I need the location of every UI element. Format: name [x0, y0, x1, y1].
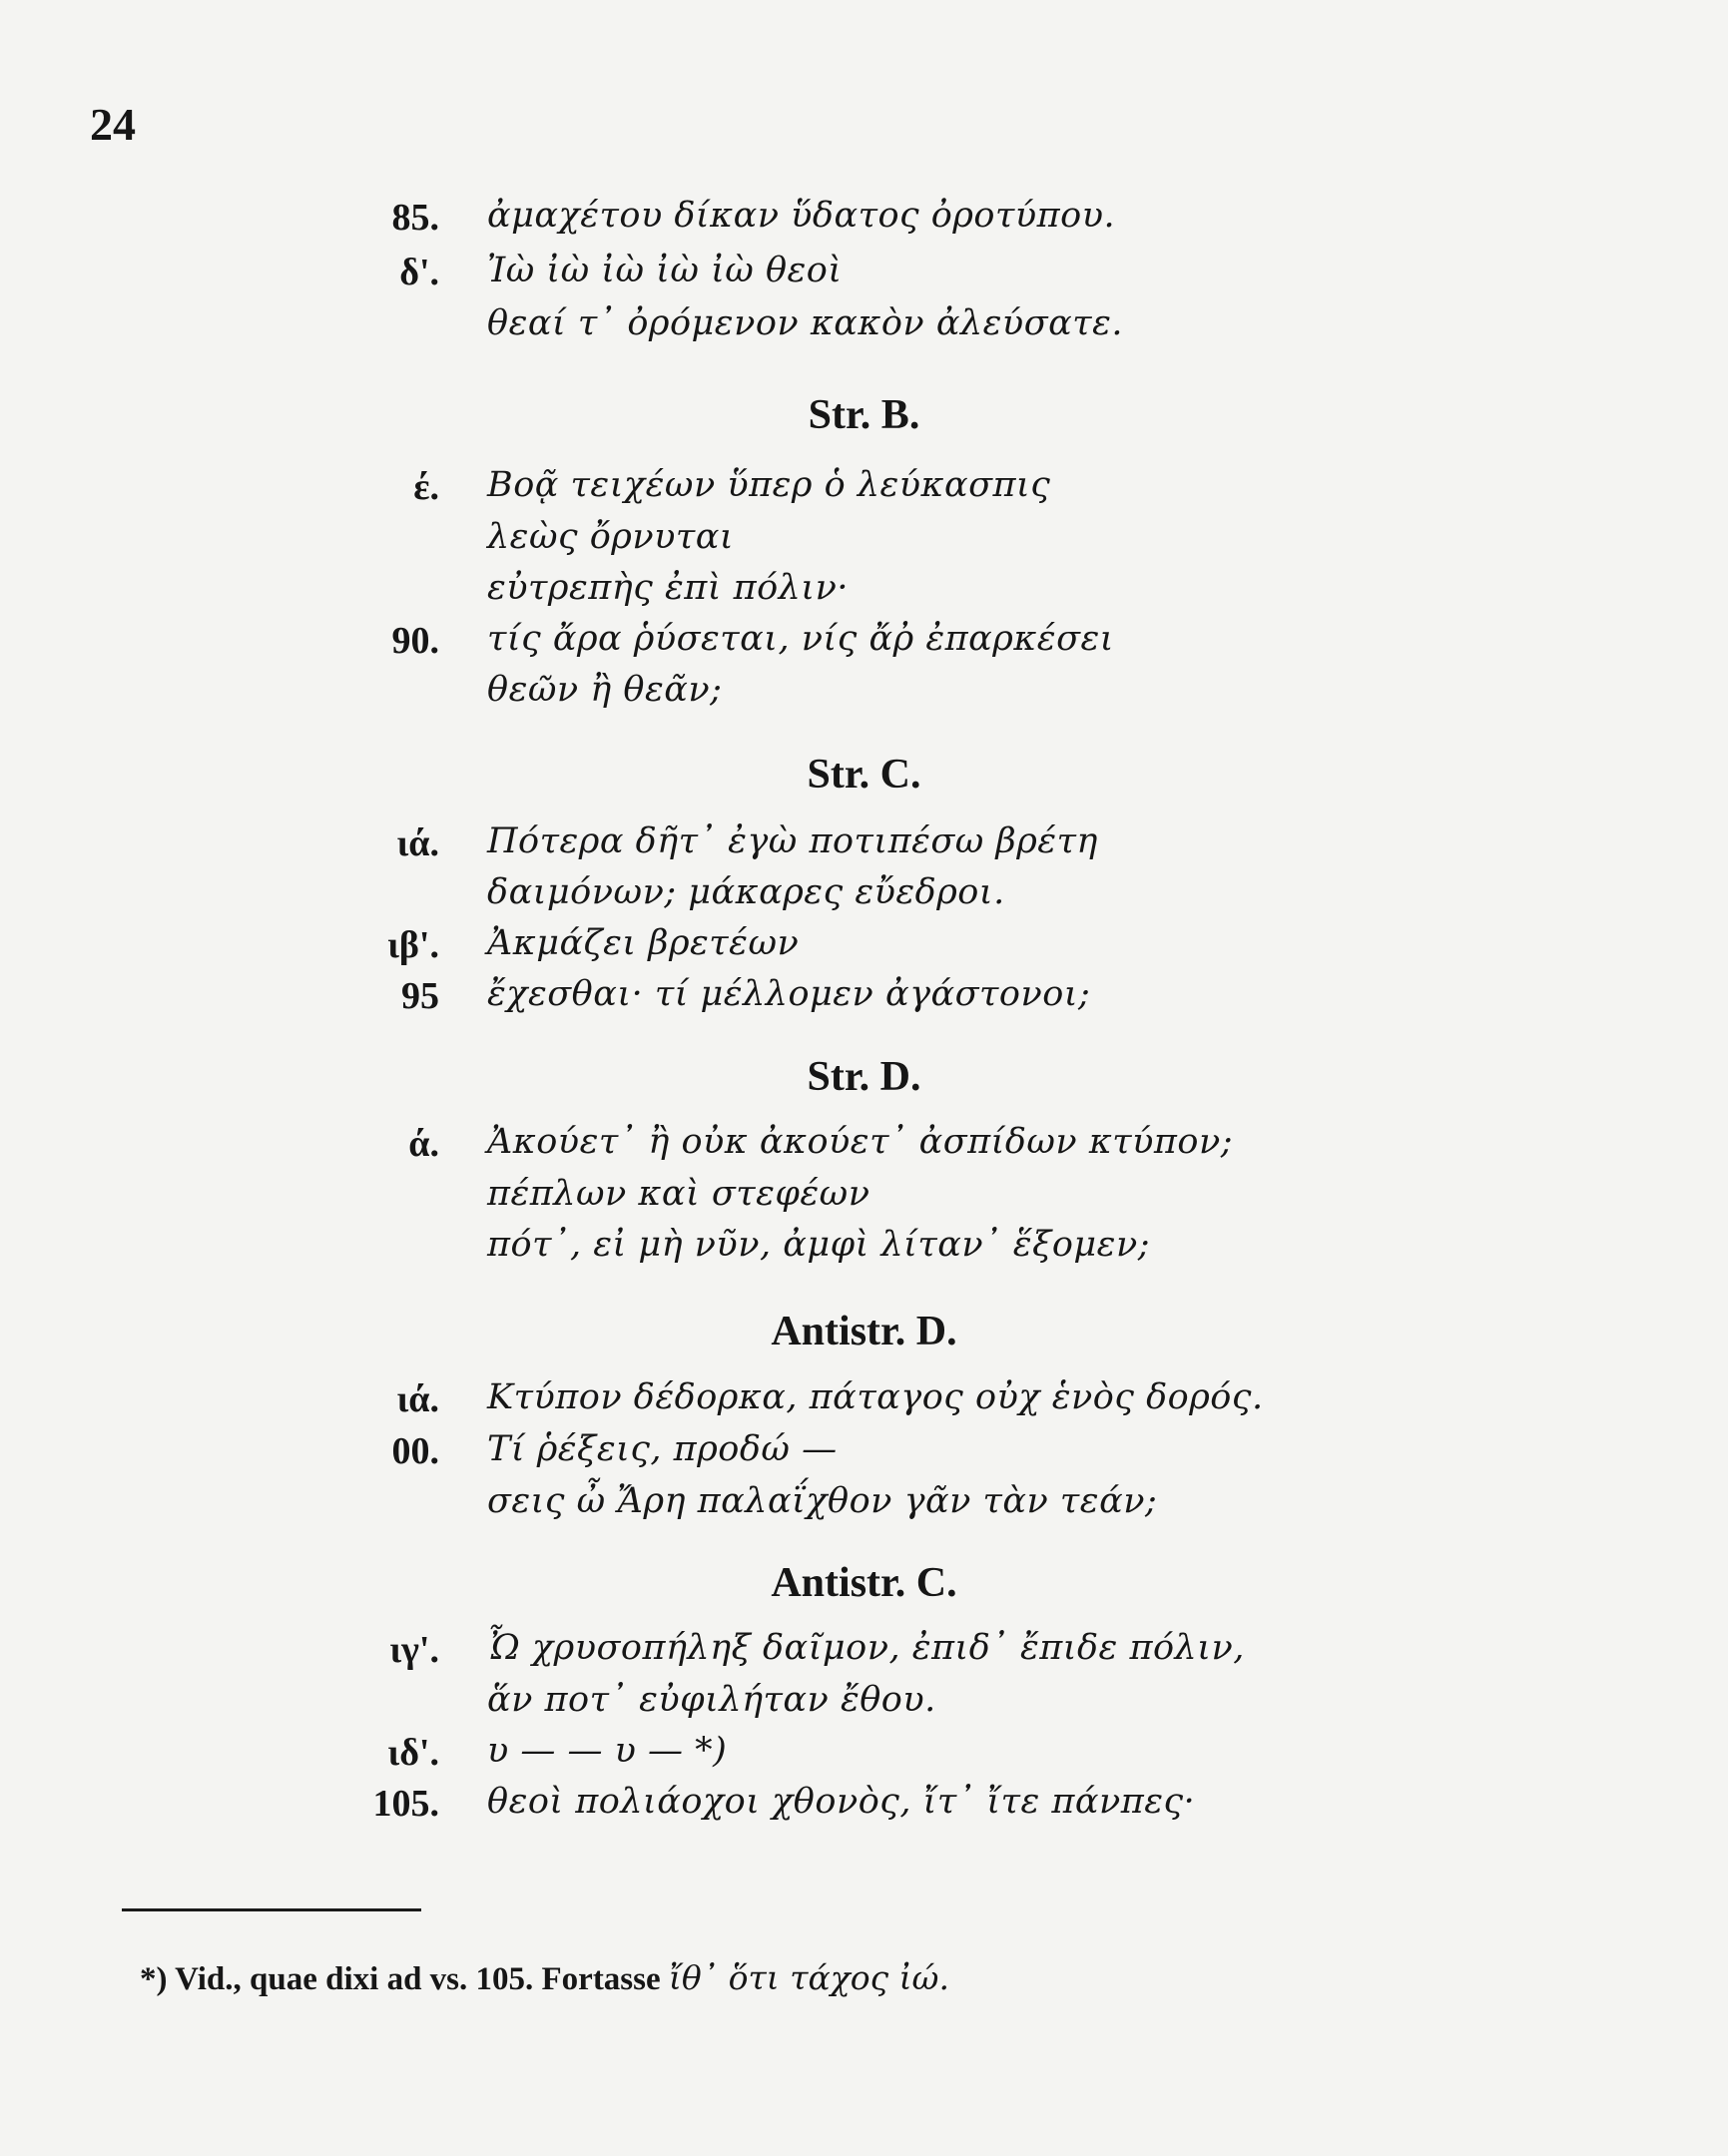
verse-text: Πότερα δῆτ᾽ ἐγὼ ποτιπέσω βρέτη [487, 821, 1098, 861]
verse-text: θεοὶ πολιάοχοι χθονὸς, ἴτ᾽ ἴτε πάνπες· [487, 1782, 1196, 1822]
verse-text: Βοᾷ τειχέων ὕπερ ὁ λεύκασπις [487, 465, 1051, 505]
verse-line [0, 459, 1728, 519]
verse-line [0, 190, 1728, 250]
line-number: ιδ'. [387, 1732, 439, 1774]
line-number: 95 [401, 975, 439, 1017]
page-number: 24 [90, 99, 136, 150]
verse-line [0, 297, 1728, 357]
line-number: ιά. [396, 1378, 439, 1420]
line-number: δ'. [399, 252, 439, 293]
footnote [140, 1958, 949, 1998]
line-number: ιγ'. [389, 1629, 439, 1671]
verse-text: λεὼς ὄρνυται [487, 517, 735, 557]
verse-text: ἅν ποτ᾽ εὐφιλήταν ἔθου. [487, 1680, 936, 1720]
line-number: ιβ'. [387, 924, 439, 966]
antistrophe-heading: Antistr. D. [771, 1309, 957, 1354]
verse-text: Ἀκούετ᾽ ἢ οὐκ ἀκούετ᾽ ἀσπίδων κτύπον; [487, 1122, 1234, 1162]
verse-line [0, 1219, 1728, 1279]
verse-text: δαιμόνων; μάκαρες εὔεδροι. [487, 872, 1005, 912]
verse-line [0, 245, 1728, 304]
verse-text: ἀμαχέτου δίκαν ὕδατος ὀροτύπου. [487, 196, 1116, 236]
verse-line [0, 1116, 1728, 1176]
footnote-rule [122, 1908, 421, 1911]
verse-text: τίς ἄρα ῥύσεται, νίς ἄῤ ἐπαρκέσει [487, 619, 1114, 659]
verse-line [0, 968, 1728, 1028]
verse-text: Ὦ χρυσοπήληξ δαῖμον, ἐπιδ᾽ ἔπιδε πόλιν, [487, 1628, 1245, 1668]
verse-text: σεις ὦ Ἄρη παλαΐχθον γᾶν τὰν τεάν; [487, 1481, 1158, 1521]
verse-line [0, 664, 1728, 724]
strophe-heading: Str. B. [808, 392, 920, 438]
line-number: 90. [391, 620, 439, 662]
verse-text: εὐτρεπὴς ἐπὶ πόλιν· [487, 568, 849, 608]
verse-text: Ἰὼ ἰὼ ἰὼ ἰὼ ἰὼ θεοὶ [487, 251, 843, 290]
line-number: έ. [413, 466, 439, 508]
verse-text: πέπλων καὶ στεφέων [487, 1174, 870, 1214]
line-number: ιά. [396, 822, 439, 864]
verse-text: θεαί τ᾽ ὀρόμενον κακὸν ἀλεύσατε. [487, 303, 1124, 343]
line-number: 105. [372, 1783, 439, 1825]
line-number: 00. [391, 1430, 439, 1472]
verse-text: Κτύπον δέδορκα, πάταγος οὐχ ἑνὸς δορός. [487, 1377, 1264, 1417]
verse-text: ἔχεσθαι· τί μέλλομεν ἀγάστονοι; [487, 974, 1091, 1014]
footnote-latin: *) Vid., quae dixi ad vs. 105. Fortasse [140, 1961, 669, 1997]
verse-line [0, 1475, 1728, 1535]
verse-line [0, 1423, 1728, 1483]
strophe-heading: Str. C. [807, 752, 921, 798]
verse-text: Ἀκμάζει βρετέων [487, 923, 800, 963]
line-number: ά. [408, 1123, 439, 1165]
antistrophe-heading: Antistr. C. [771, 1560, 957, 1606]
verse-text: υ — — υ — *) [487, 1731, 728, 1771]
verse-line [0, 1371, 1728, 1431]
line-number: 85. [391, 197, 439, 239]
footnote-greek: ἴθ᾽ ὅτι τάχος ἰώ. [668, 1958, 949, 1997]
verse-text: Τί ῥέξεις, προδώ — [487, 1429, 838, 1469]
verse-line [0, 1622, 1728, 1682]
strophe-heading: Str. D. [807, 1054, 921, 1100]
verse-text: πότ᾽, εἰ μὴ νῦν, ἀμφὶ λίταν᾽ ἕξομεν; [487, 1225, 1151, 1265]
verse-line [0, 1776, 1728, 1836]
verse-text: θεῶν ἢ θεᾶν; [487, 670, 723, 710]
